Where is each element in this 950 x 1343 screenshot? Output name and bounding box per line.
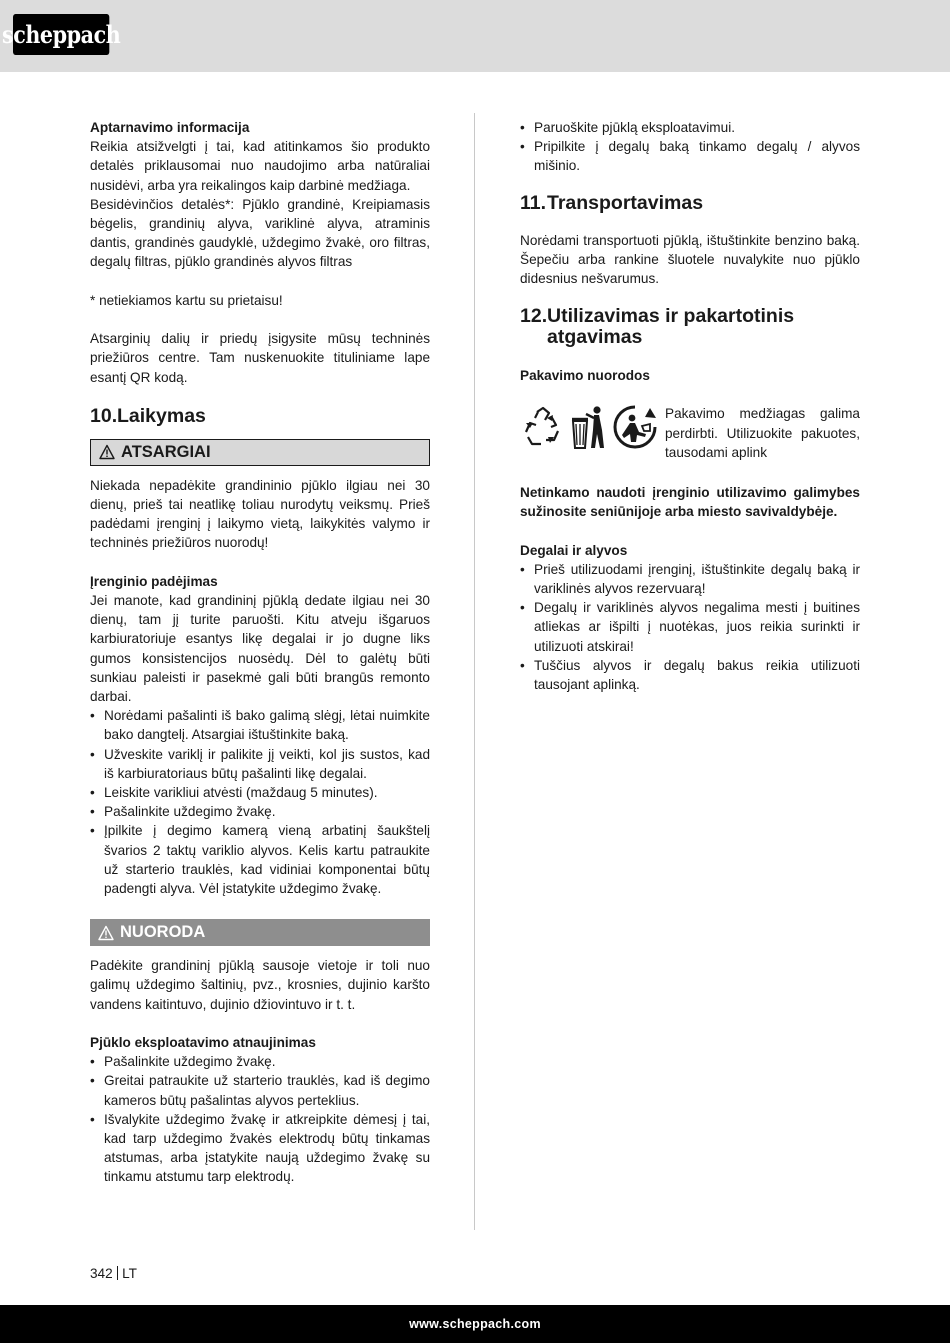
section-heading-storage — [90, 406, 430, 427]
list-item: • Leiskite varikliui atvėsti (maždaug 5 minutes). — [90, 783, 430, 802]
disposal-info: Netinkamo naudoti įrenginio utilizavimo galimybes sužinosite seniūnijoje arba miesto savivaldybėje. — [520, 485, 860, 520]
page-header — [0, 0, 950, 72]
section-number: 10. — [90, 404, 118, 427]
section-number: 12. — [520, 305, 548, 328]
page-number-value: 342 — [90, 1266, 113, 1281]
list-item: • Išvalykite uždegimo žvakę ir atkreipkite dėmesį į tai, kad tarp uždegimo žvakės elektrodų būtų tinkamas atstumas, arba įstatykite naują uždegimo žvakę su tinkamu atstumu tarp elektrodų. — [90, 1110, 430, 1187]
fuels-list — [520, 560, 860, 694]
page-number — [90, 1264, 137, 1283]
packaging-text: Pakavimo medžiagas galima perdirbti. Utilizuokite pakuotes, tausodami aplink — [665, 406, 860, 460]
recycle-icon — [520, 404, 566, 450]
page-footer — [0, 1305, 950, 1343]
section-heading-disposal — [520, 306, 860, 348]
service-heading: Aptarnavimo informacija — [90, 120, 250, 135]
section-title: Transportavimas — [547, 191, 704, 214]
placement-heading: Įrenginio padėjimas — [90, 573, 218, 589]
service-paragraph: Reikia atsižvelgti į tai, kad atitinkamos šio produkto detalės priklausomai nuo naudojimo arba natūraliai nusidėvi, arba yra reikalingos kaip darbinė medžiaga. — [90, 139, 430, 193]
restore-list — [90, 1052, 430, 1186]
packaging-icons — [520, 404, 665, 450]
placement-paragraph: Jei manote, kad grandininį pjūklą dedate ilgiau nei 30 dienų, tam jį turite paruošti. Kitu atveju išgaruos karbiuratoriuje esantys likę degalai ir jo dugne liks gumos konsistencijos nuosėdų. Dėl to galėtų būti sunkiau paleisti ir pasekmė gali būti brangūs remonto darbai. — [90, 593, 430, 705]
right-column — [520, 118, 860, 694]
website-link[interactable]: www.scheppach.com — [409, 1317, 541, 1331]
caution-text: Niekada nepadėkite grandininio pjūklo ilgiau nei 30 dienų, prieš tai neatlikę toliau nurodytų veiksmų. Prieš padėdami įrenginį į laikymo vietą, laikykitės valymo ir techninės priežiūros nuorodų! — [90, 477, 430, 551]
list-item: • Prieš utilizuodami įrenginį, ištuštinkite degalų baką ir variklinės alyvos rezervuarą! — [520, 560, 860, 598]
list-item: • Degalų ir variklinės alyvos negalima mesti į buitines atliekas ar išpilti į nuotėkas, juos reikia surinkti ir utilizuoti atskirai! — [520, 598, 860, 656]
list-item: • Paruoškite pjūklą eksploatavimui. — [520, 118, 860, 137]
recycle-hand-icon — [612, 404, 658, 450]
warning-triangle-icon — [98, 925, 114, 941]
transport-text: Norėdami transportuoti pjūklą, ištuštinkite benzino baką. Šepečiu arba rankine šluotele nuvalykite nuo pjūklo didesnius nešvarumus. — [520, 232, 860, 287]
packaging-heading: Pakavimo nuorodos — [520, 368, 650, 384]
list-item: • Pašalinkite uždegimo žvakę. — [90, 1052, 430, 1071]
trash-bin-icon — [570, 404, 608, 450]
spare-parts-paragraph: Atsarginių dalių ir priedų įsigysite mūsų techninės priežiūros centre. Tam nuskenuokite tituliniame lape esantį QR kodą. — [90, 331, 430, 385]
list-item: • Greitai patraukite už starterio trauklės, kad iš degimo kameros būtų pašalintas alyvos perteklius. — [90, 1071, 430, 1109]
section-title: Laikymas — [117, 404, 206, 427]
restore-heading: Pjūklo eksploatavimo atnaujinimas — [90, 1035, 316, 1051]
placement-list — [90, 706, 430, 898]
list-item: • Įpilkite į degimo kamerą vieną arbatinį šaukštelį švarios 2 taktų variklio alyvos. Kelis kartu patraukite už starterio trauklės, kad vidiniai komponentai būtų padengti alyva. Vėl įstatykite uždegimo žvakę. — [90, 821, 430, 898]
caution-label: ATSARGIAI — [121, 442, 211, 461]
section-title: Utilizavimas ir pakartotinis atgavimas — [547, 305, 795, 349]
note-label: NUORODA — [120, 923, 206, 942]
preparation-list — [520, 118, 860, 176]
list-item: • Tuščius alyvos ir degalų bakus reikia utilizuoti tausojant aplinką. — [520, 656, 860, 694]
warning-triangle-icon — [99, 444, 115, 460]
column-divider — [474, 113, 475, 1230]
scheppach-logo: scheppach — [13, 14, 109, 55]
fuels-heading: Degalai ir alyvos — [520, 542, 628, 558]
list-item: • Norėdami pašalinti iš bako galimą slėgį, lėtai nuimkite bako dangtelį. Atsargiai ištuštinkite baką. — [90, 706, 430, 744]
wear-parts-paragraph: Besidėvinčios detalės*: Pjūklo grandinė, Kreipiamasis bėgelis, grandinių alyva, variklinė alyva, atraminis dantis, grandinės gaudyklė, uždegimo žvakė, oro filtras, degalų filtras, pjūklo grandinės alyvos filtras — [90, 196, 430, 270]
footnote: * netiekiamos kartu su prietaisu! — [90, 292, 283, 308]
packaging-row — [520, 404, 860, 462]
note-box — [90, 919, 430, 946]
caution-box — [90, 439, 430, 466]
list-item: • Pripilkite į degalų baką tinkamo degalų / alyvos mišinio. — [520, 137, 860, 175]
section-number: 11. — [520, 191, 547, 214]
list-item: • Pašalinkite uždegimo žvakę. — [90, 802, 430, 821]
section-heading-transport — [520, 193, 860, 214]
note-text: Padėkite grandininį pjūklą sausoje vietoje ir toli nuo galimų uždegimo šaltinių, pvz., krosnies, dujinio karšto vandens kaitintuvo, dujinio džiovintuvo ir t. t. — [90, 958, 430, 1012]
left-column — [90, 118, 430, 1187]
page-language: LT — [122, 1266, 137, 1281]
list-item: • Užveskite variklį ir palikite jį veikti, kol jis sustos, kad iš karbiuratoriaus būtų pašalinti likę degalai. — [90, 745, 430, 783]
